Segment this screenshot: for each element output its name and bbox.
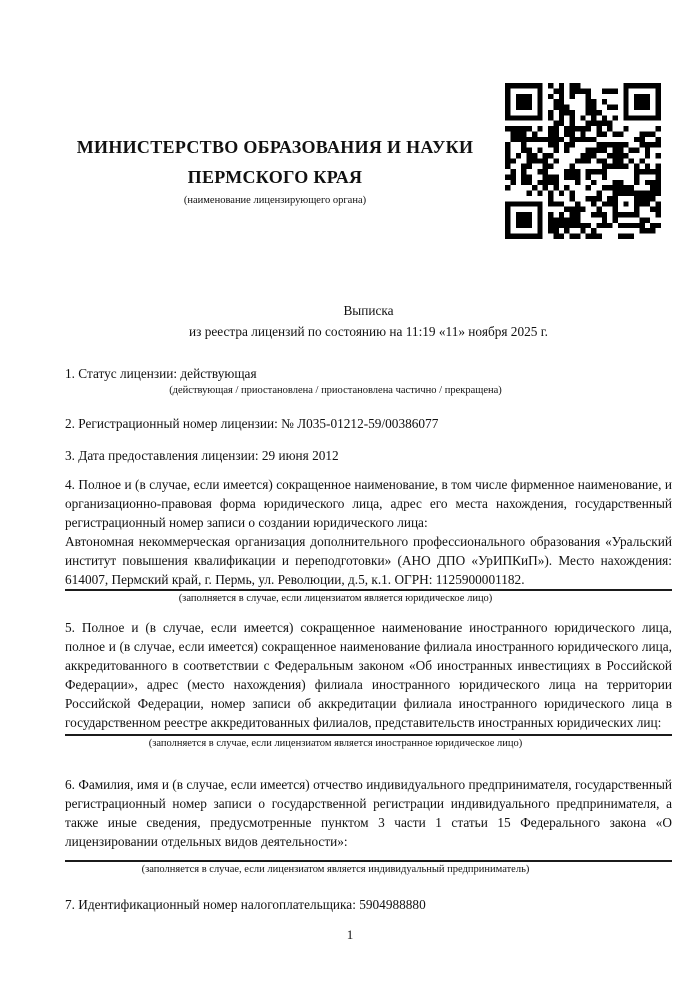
item-foreign-legal-entity-caption: (заполняется в случае, если лицензиатом является иностранное юридическое лицо): [148, 738, 523, 749]
ministry-name-line-2: ПЕРМСКОГО КРАЯ: [187, 167, 363, 187]
item-registration-number: [65, 414, 672, 433]
item-license-status: [65, 364, 672, 398]
document-title-line-1: Выписка: [343, 303, 394, 318]
licensing-authority-caption: (наименование лицензирующего органа): [183, 195, 367, 206]
page-number: 1: [346, 927, 354, 942]
item-individual-entrepreneur-caption: (заполняется в случае, если лицензиатом является индивидуальный предприниматель): [141, 864, 530, 875]
document-title-line-2: из реестра лицензий по состоянию на 11:19 «11» ноября 2025 г.: [189, 324, 548, 339]
ministry-name-line-1: МИНИСТЕРСТВО ОБРАЗОВАНИЯ И НАУКИ: [76, 137, 474, 157]
item-individual-entrepreneur: [65, 775, 672, 877]
item-legal-entity-caption: (заполняется в случае, если лицензиатом является юридическое лицо): [178, 593, 493, 604]
qr-code: [505, 83, 661, 239]
fill-in-line: [65, 860, 672, 862]
ministry-name: [65, 132, 485, 192]
item-license-status-caption: (действующая / приостановлена / приостановлена частично / прекращена): [169, 385, 502, 396]
fill-in-line: [65, 734, 672, 736]
licensing-authority-block: [65, 132, 485, 208]
item-registration-number-text: 2. Регистрационный номер лицензии: № Л035-01212-59/00386077: [65, 416, 439, 431]
item-legal-entity-text: 4. Полное и (в случае, если имеется) сокращенное наименование, в том числе фирменное наименование, и организационно-правовая форма юридического лица, адрес его места нахождения, государственный регистрационный номер записи о создании юридического лица:: [65, 477, 672, 530]
fill-in-line: [65, 589, 672, 591]
item-taxpayer-number-text: 7. Идентификационный номер налогоплательщика: 5904988880: [65, 897, 426, 912]
item-legal-entity-value: Автономная некоммерческая организация дополнительного профессионального образования «Уральский институт повышения квалификации и переподготовки» (АНО ДПО «УрИПКиП»). Место нахождения: 614007, Пермский край, г. Пермь, ул. Революции, д.5, к.1. ОГРН: 1125900001182.: [65, 534, 672, 587]
item-foreign-legal-entity-text: 5. Полное и (в случае, если имеется) сокращенное наименование иностранного юридического лица, полное и (в случае, если имеется) сокращенное наименование филиала иностранного юридического лица, аккредитованного в соответствии с Федеральным законом «Об иностранных инвестициях в Российской Федерации», адрес (место нахождения) филиала иностранного юридического лица на территории Российской Федерации, номер записи об аккредитации филиала иностранного юридического лица в государственном реестре аккредитованных филиалов, представительств иностранных юридических лиц:: [65, 620, 672, 730]
item-license-status-text: 1. Статус лицензии: действующая: [65, 366, 257, 381]
item-taxpayer-number: [65, 895, 672, 914]
item-grant-date: [65, 446, 672, 465]
item-foreign-legal-entity: [65, 618, 672, 751]
item-individual-entrepreneur-text: 6. Фамилия, имя и (в случае, если имеется) отчество индивидуального предпринимателя, государственный регистрационный номер записи о государственной регистрации индивидуального предпринимателя, а также иные сведения, предусмотренные пунктом 3 части 1 статьи 15 Федерального закона «О лицензировании отдельных видов деятельности»:: [65, 777, 672, 849]
document-body: [65, 364, 672, 914]
item-legal-entity: [65, 475, 672, 606]
document-title: [65, 300, 672, 342]
item-grant-date-text: 3. Дата предоставления лицензии: 29 июня 2012: [65, 448, 339, 463]
